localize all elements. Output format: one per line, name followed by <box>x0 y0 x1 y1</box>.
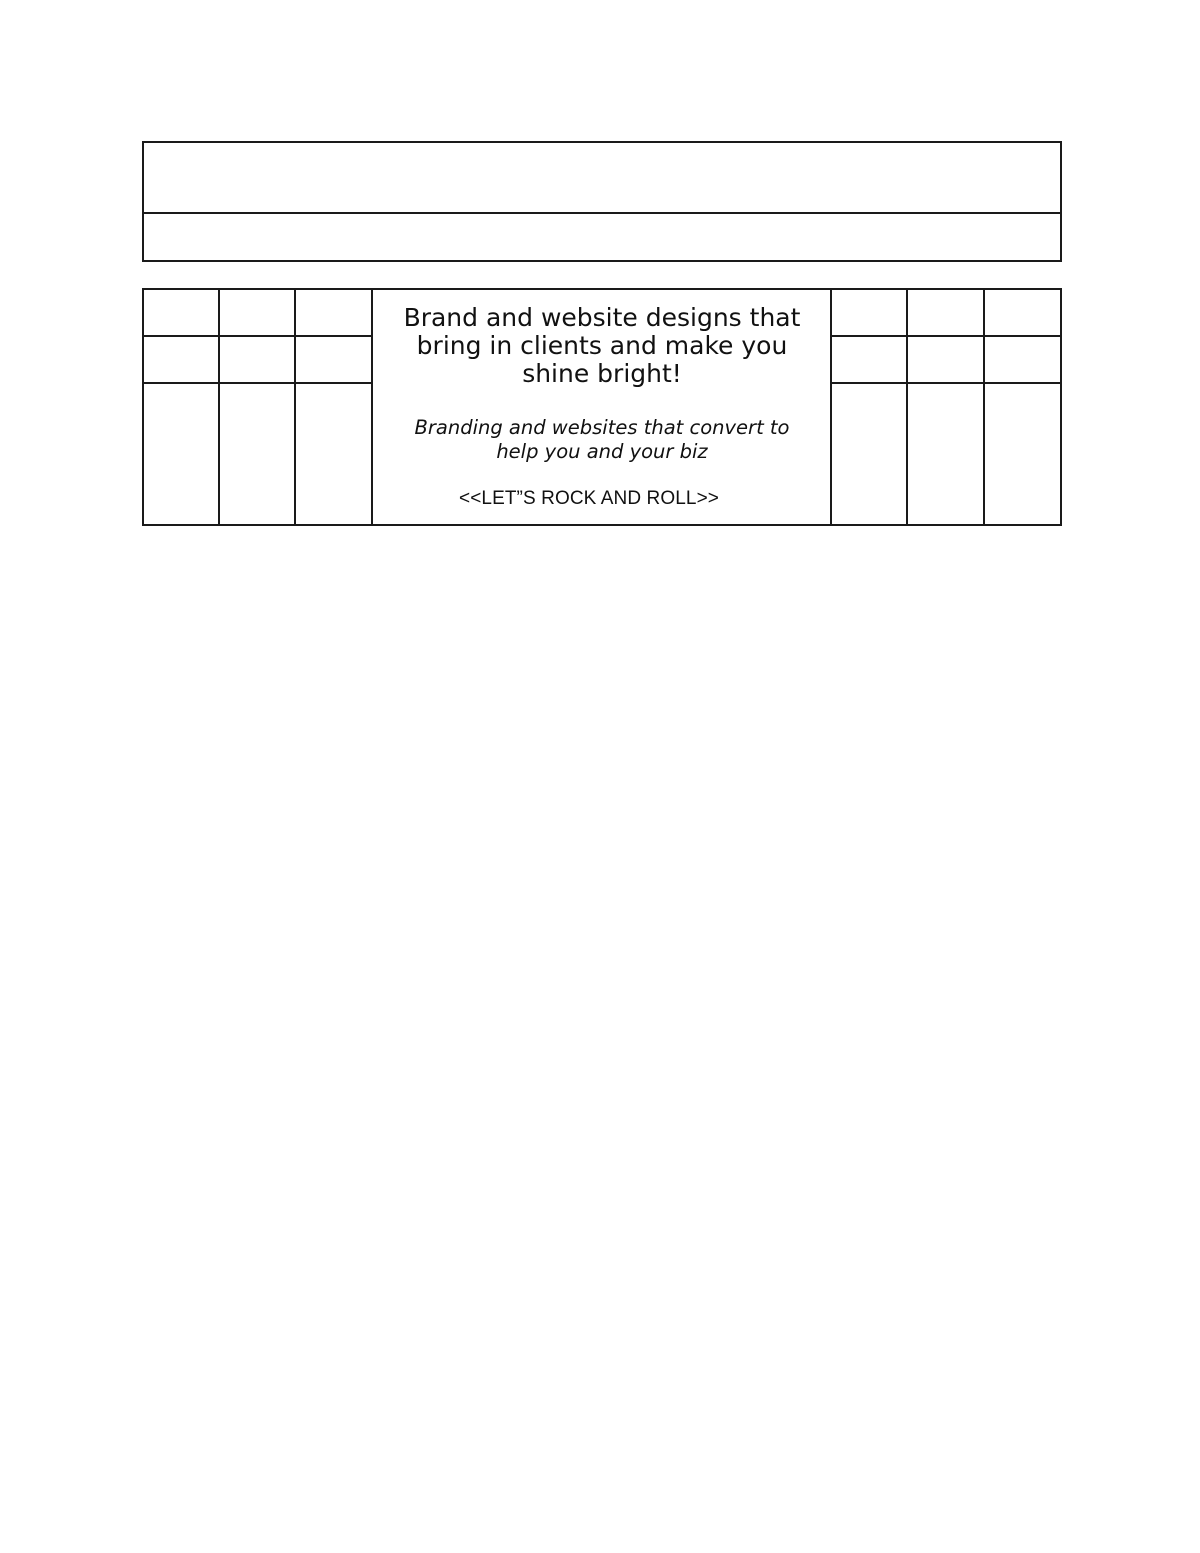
grid-line-left-2 <box>294 290 296 524</box>
grid-line-right-1 <box>830 290 832 524</box>
grid-line-right-2 <box>906 290 908 524</box>
grid-line-right-3 <box>983 290 985 524</box>
header-divider <box>142 212 1062 214</box>
grid-line-left-3 <box>371 290 373 524</box>
header-frame <box>142 141 1062 262</box>
cta-button[interactable]: <<LET”S ROCK AND ROLL>> <box>459 488 719 509</box>
grid-row-left-1 <box>144 335 373 337</box>
hero-subheadline: Branding and websites that convert to help you and your biz <box>414 416 790 463</box>
grid-row-right-2 <box>830 382 1060 384</box>
grid-line-left-1 <box>218 290 220 524</box>
hero-panel <box>374 290 830 524</box>
grid-row-left-2 <box>144 382 373 384</box>
hero-headline: Brand and website designs that bring in clients and make you shine bright! <box>403 303 801 388</box>
grid-row-right-1 <box>830 335 1060 337</box>
